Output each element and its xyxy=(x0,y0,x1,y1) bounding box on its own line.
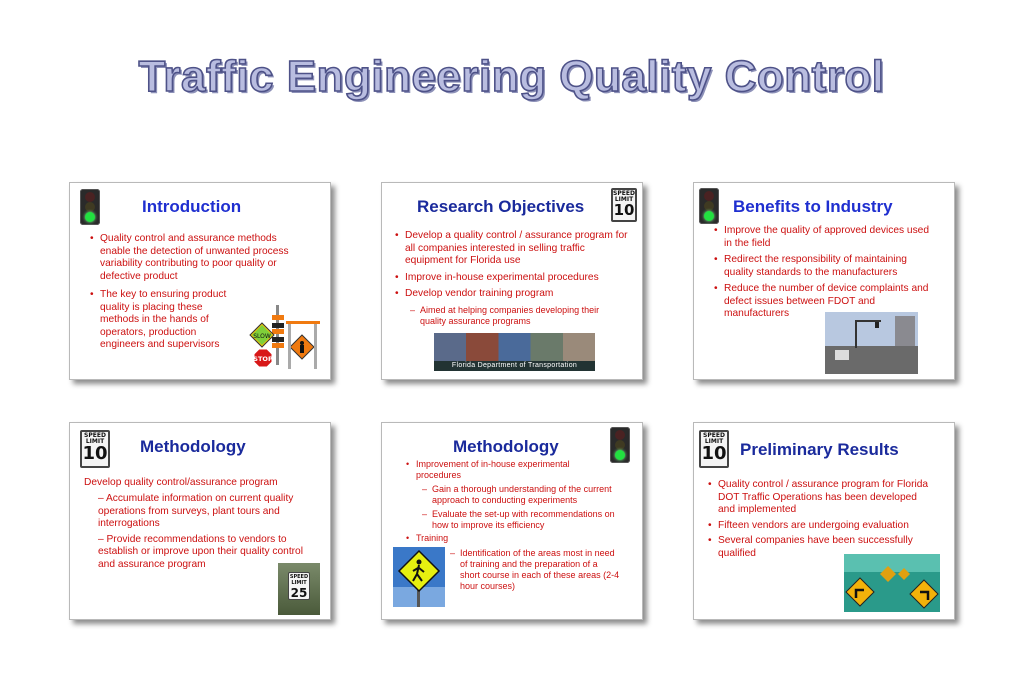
sub-item: – Evaluate the set-up with recommendations on how to improve its efficiency xyxy=(422,509,618,531)
bullet-item: • Improve the quality of approved devices used in the field xyxy=(712,225,932,250)
sign-stop-text: STOP xyxy=(253,355,273,363)
traffic-light-icon xyxy=(699,188,719,224)
bullet-list xyxy=(88,289,240,356)
bullet-item: • Quality control and assurance methods enable the detection of unwanted process variability contributing to poor quality or defective product xyxy=(88,233,310,283)
sub-list xyxy=(450,548,620,595)
bullet-item: • Develop a quality control / assurance program for all companies interested in selling traffic equipment for Florida use xyxy=(393,230,633,268)
intersection-photo xyxy=(825,312,918,374)
bullet-list xyxy=(404,459,582,485)
bullet-list xyxy=(393,230,633,305)
bullet-item: • The key to ensuring product quality is placing these methods in the hands of operators, production engineers and supervisors xyxy=(88,289,240,352)
sub-list xyxy=(410,305,620,330)
speed-limit-icon: SPEED LIMIT 10 xyxy=(80,430,110,468)
bullet-list xyxy=(712,225,932,283)
sub-item: – Gain a thorough understanding of the current approach to conducting experiments xyxy=(422,484,618,506)
sub-list xyxy=(422,484,618,534)
sub-item: – Provide recommendations to vendors to establish or improve upon their quality control and assurance program xyxy=(98,533,303,570)
bullet-list xyxy=(88,233,310,287)
bullet-item: • Reduce the number of device complaints and defect issues between FDOT and manufacturers xyxy=(712,283,932,321)
sub-item: – Accumulate information on current quality operations from surveys, plant tours and interrogations xyxy=(98,493,294,530)
slide-benefits[interactable] xyxy=(693,182,955,380)
sub-item: – Identification of the areas most in need of training and the preparation of a short course in each of these areas (2-4 hour courses) xyxy=(450,548,620,592)
speed-limit-icon: SPEED LIMIT 10 xyxy=(611,188,637,222)
pedestrian-sign-photo xyxy=(393,547,445,607)
slide-title: Methodology xyxy=(453,437,559,456)
sub-list xyxy=(98,493,316,572)
slide-title: Introduction xyxy=(142,197,242,216)
slide-title: Preliminary Results xyxy=(740,440,899,459)
traffic-light-icon xyxy=(610,427,630,463)
bullet-item: • Quality control / assurance program for Florida DOT Traffic Operations has been developed and implemented xyxy=(706,479,936,517)
bullet-item: • Training xyxy=(404,533,504,544)
slide-methodology-2[interactable] xyxy=(381,422,643,620)
bullet-item: • Improve in-house experimental procedures xyxy=(393,272,633,285)
slide-preliminary-results[interactable] xyxy=(693,422,955,620)
bullet-item: • Several companies have been successfully qualified xyxy=(706,535,936,560)
slide-title: Research Objectives xyxy=(417,197,585,216)
sub-item: – Aimed at helping companies developing their quality assurance programs xyxy=(410,305,620,327)
slide-methodology-1[interactable] xyxy=(69,422,331,620)
traffic-light-icon xyxy=(80,189,100,225)
slide-research-objectives[interactable] xyxy=(381,182,643,380)
speed-limit-sign: SPEED LIMIT 25 xyxy=(289,574,309,600)
slide-introduction[interactable] xyxy=(69,182,331,380)
bullet-list xyxy=(706,479,936,565)
bullet-item: • Fifteen vendors are undergoing evaluation xyxy=(706,520,936,533)
road-signs-photo xyxy=(844,554,940,612)
speed-limit-photo xyxy=(278,563,320,615)
slide-title: Benefits to Industry xyxy=(733,197,893,216)
collage-banner: Florida Department of Transportation xyxy=(434,361,595,371)
road-signs-image xyxy=(248,301,322,373)
lead-text: Develop quality control/assurance program xyxy=(84,477,278,488)
page-title: Traffic Engineering Quality Control xyxy=(138,52,885,101)
bullet-item: • Develop vendor training program xyxy=(393,288,633,301)
bullet-item: • Improvement of in-house experimental procedures xyxy=(404,459,582,481)
speed-limit-icon: SPEED LIMIT 10 xyxy=(699,430,729,468)
slide-title: Methodology xyxy=(140,437,246,456)
fdot-collage-image xyxy=(434,333,595,371)
bullet-item: • Redirect the responsibility of maintaining quality standards to the manufacturers xyxy=(712,254,932,279)
bullet-list xyxy=(404,533,504,548)
sign-slow-text: SLOW xyxy=(253,333,271,340)
